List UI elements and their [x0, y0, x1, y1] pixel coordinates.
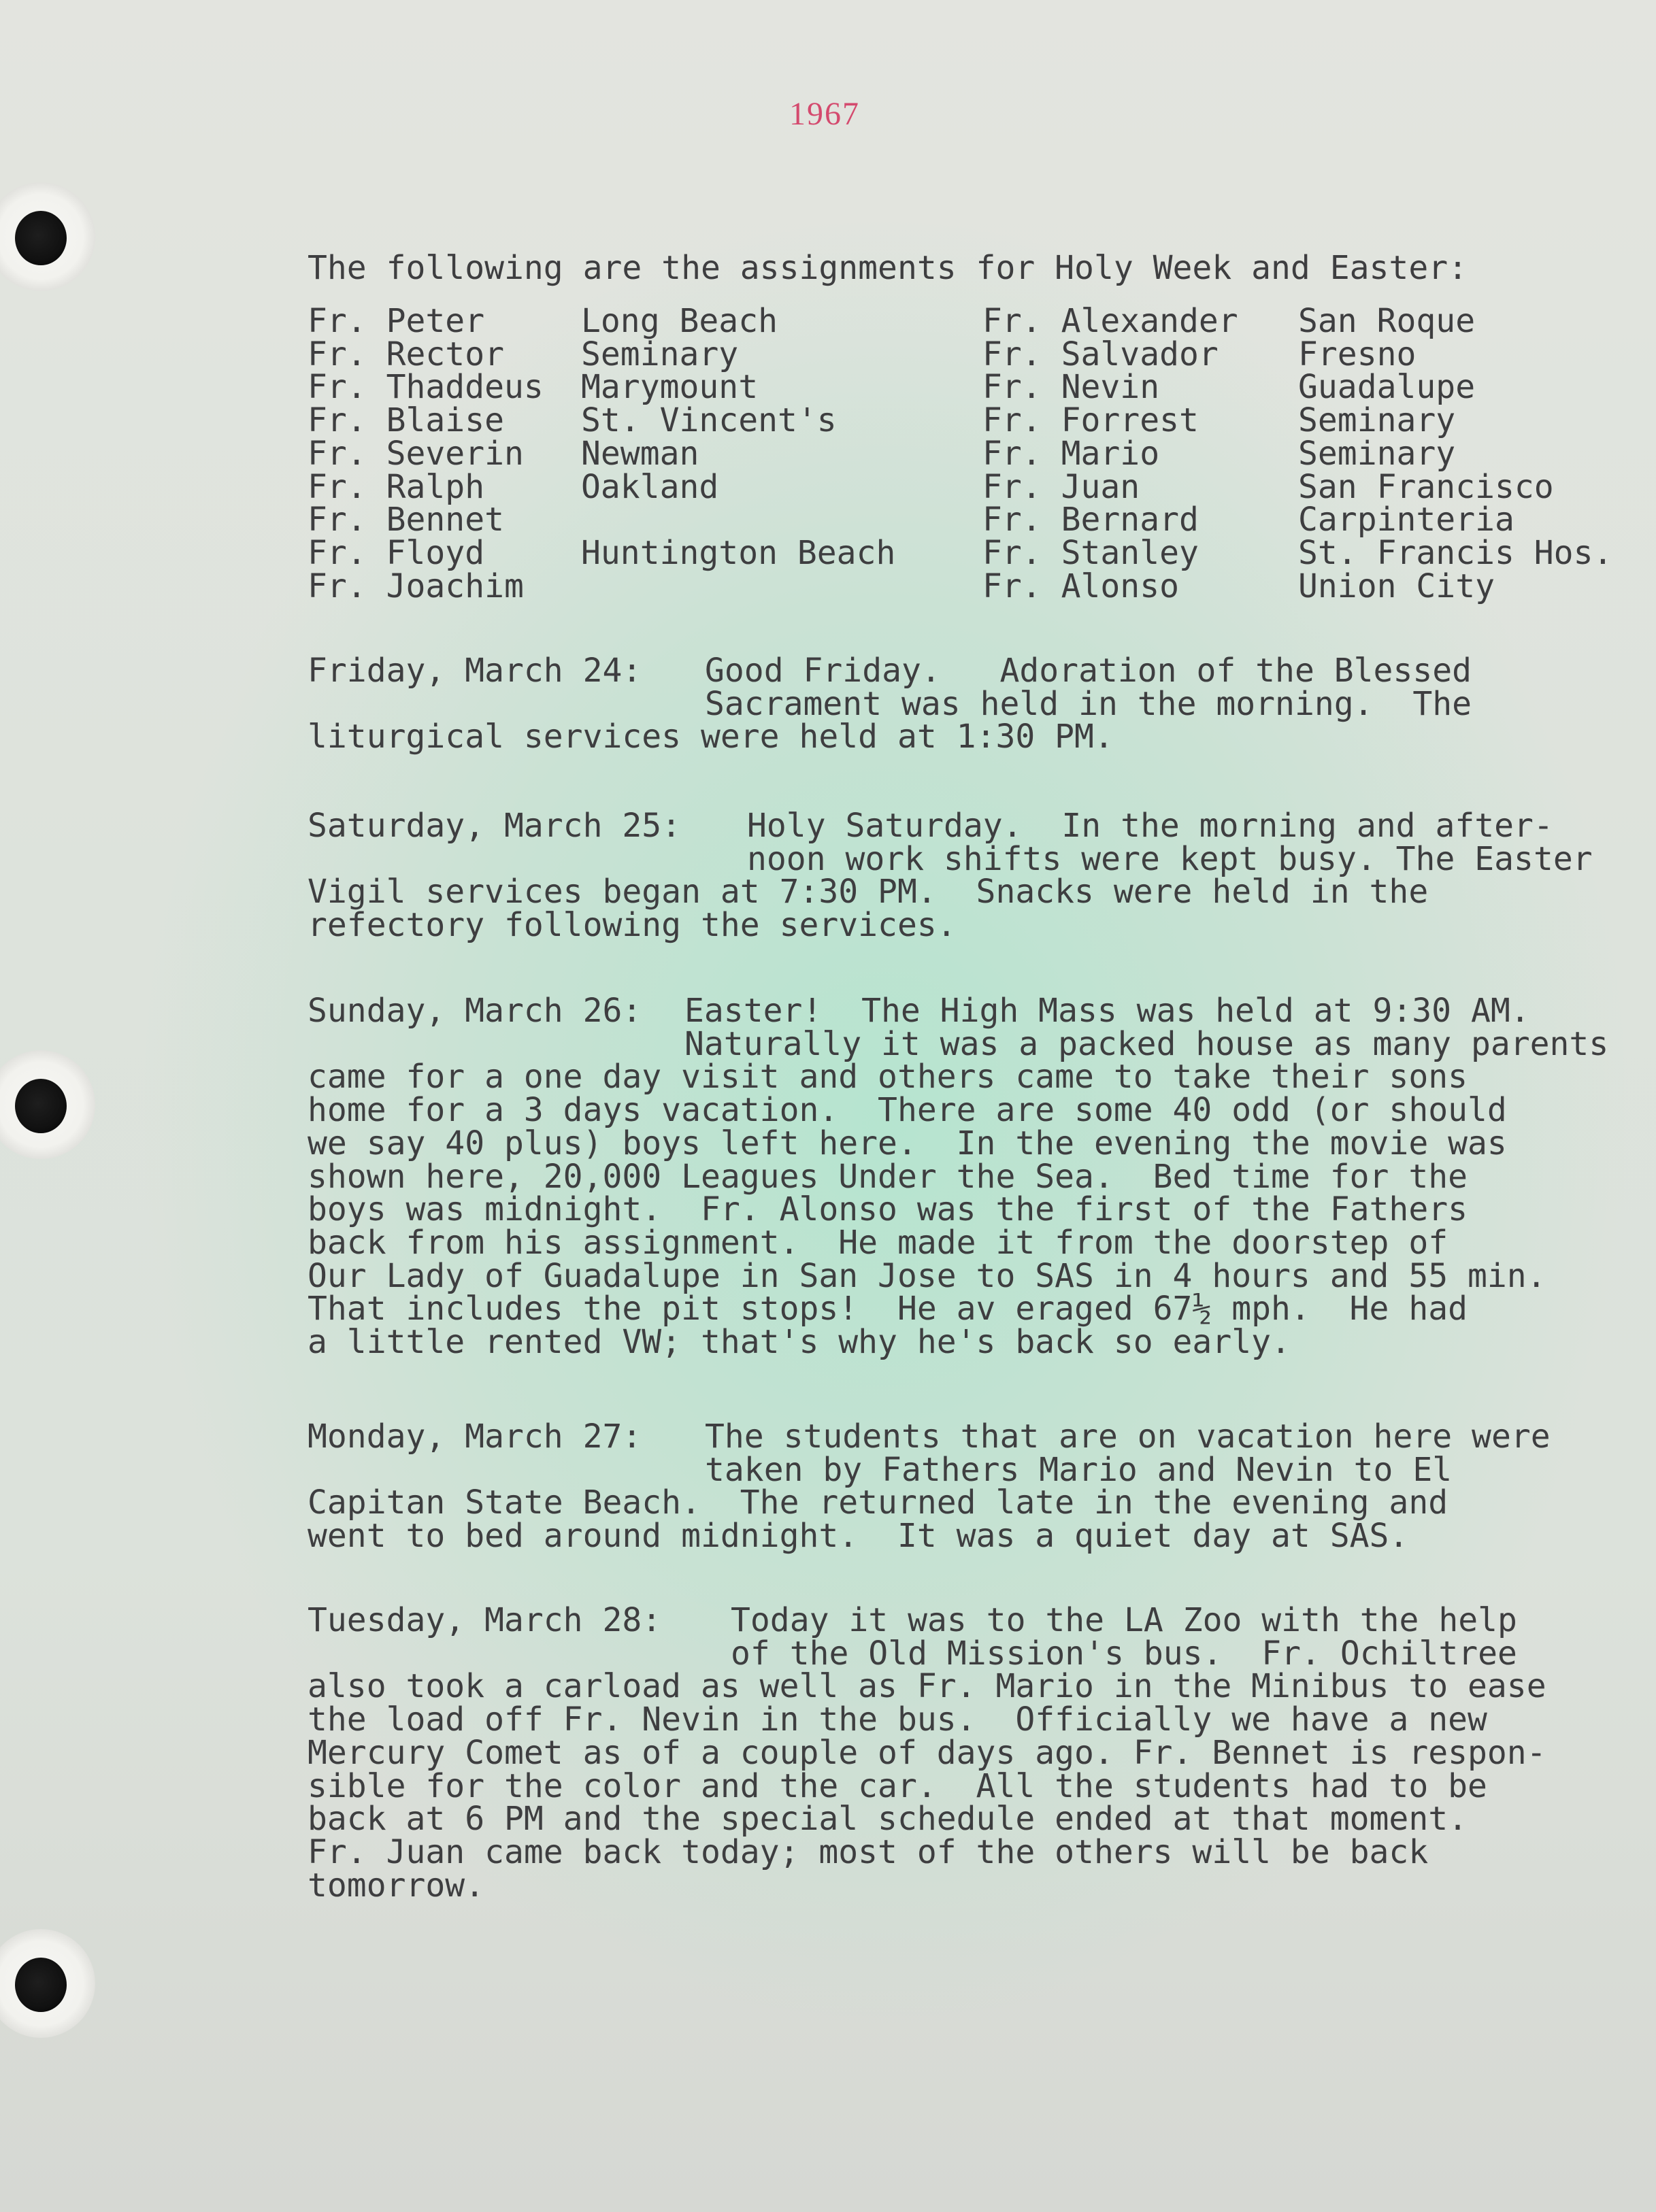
entry-line: tomorrow.	[308, 1866, 485, 1905]
entry-line: noon work shifts were kept busy. The Easter	[747, 839, 1593, 878]
entry-line: liturgical services were held at 1:30 PM.	[308, 718, 1114, 756]
assignment-place: Guadalupe	[1298, 368, 1476, 407]
entry-line: went to bed around midnight. It was a quiet day at SAS.	[308, 1517, 1409, 1556]
assignment-place: Seminary	[581, 335, 739, 373]
diary-entry-monday	[308, 1418, 1551, 1556]
assignments-right-places	[1298, 302, 1613, 605]
entry-date: Saturday, March 25:	[308, 807, 682, 845]
assignments-right-names	[982, 302, 1238, 605]
diary-entry-sunday	[308, 992, 1609, 1362]
entry-line: sible for the color and the car. All the students had to be	[308, 1766, 1487, 1805]
assignment-place	[581, 503, 895, 537]
priest-name: Fr. Thaddeus	[308, 368, 544, 407]
entry-line: the load off Fr. Nevin in the bus. Officially we have a new	[308, 1700, 1487, 1739]
diary-entry-saturday	[308, 807, 1593, 945]
priest-name: Fr. Alonso	[982, 567, 1179, 605]
entry-line: shown here, 20,000 Leagues Under the Sea. Bed time for the	[308, 1157, 1468, 1196]
entry-line: we say 40 plus) boys left here. In the evening the movie was	[308, 1124, 1507, 1162]
entry-line: Sacrament was held in the morning. The	[705, 684, 1472, 723]
entry-line: Vigil services began at 7:30 PM. Snacks were held in the	[308, 873, 1429, 911]
entry-line: came for a one day visit and others came to take their sons	[308, 1058, 1468, 1096]
priest-name: Fr. Mario	[982, 434, 1160, 473]
entry-line: Our Lady of Guadalupe in San Jose to SAS in 4 hours and 55 min.	[308, 1256, 1546, 1295]
entry-line: a little rented VW; that's why he's back so early.	[308, 1323, 1291, 1362]
assignments-left-names	[308, 302, 544, 605]
priest-name: Fr. Bennet	[308, 501, 504, 539]
diary-entry-tuesday	[308, 1601, 1546, 1905]
entry-date: Friday, March 24:	[308, 652, 642, 690]
entry-line: That includes the pit stops! He av eraged 67½ mph. He had	[308, 1290, 1468, 1328]
priest-name: Fr. Bernard	[982, 501, 1199, 539]
assignment-place: San Roque	[1298, 302, 1476, 340]
priest-name: Fr. Juan	[982, 467, 1140, 506]
priest-name: Fr. Ralph	[308, 467, 485, 506]
entry-line: Fr. Juan came back today; most of the others will be back	[308, 1832, 1429, 1871]
priest-name: Fr. Nevin	[982, 368, 1160, 407]
diary-entry-friday	[308, 654, 1472, 754]
assignments-left-places	[581, 302, 896, 603]
entry-line: taken by Fathers Mario and Nevin to El	[705, 1450, 1453, 1489]
priest-name: Fr. Rector	[308, 335, 504, 373]
entry-date: Monday, March 27:	[308, 1418, 642, 1456]
entry-line: Holy Saturday. In the morning and after-	[747, 807, 1553, 845]
assignment-place: Huntington Beach	[581, 533, 896, 572]
assignment-place: Seminary	[1298, 401, 1456, 440]
assignment-place: St. Vincent's	[581, 401, 837, 440]
assignment-place	[581, 570, 895, 603]
binder-hole-bottom	[0, 1929, 95, 2038]
entry-date: Tuesday, March 28:	[308, 1601, 662, 1639]
priest-name: Fr. Floyd	[308, 533, 485, 572]
priest-name: Fr. Stanley	[982, 533, 1199, 572]
binder-hole-top	[0, 182, 95, 291]
priest-name: Fr. Forrest	[982, 401, 1199, 440]
entry-line: Today it was to the LA Zoo with the help	[731, 1601, 1517, 1639]
entry-line: of the Old Mission's bus. Fr. Ochiltree	[731, 1634, 1517, 1673]
entry-line: Capitan State Beach. The returned late in the evening and	[308, 1484, 1448, 1522]
priest-name: Fr. Joachim	[308, 567, 524, 605]
entry-line: Naturally it was a packed house as many parents	[684, 1024, 1609, 1063]
page-year-heading: 1967	[789, 96, 860, 132]
entry-line: home for a 3 days vacation. There are some 40 odd (or should	[308, 1091, 1507, 1130]
entry-line: back at 6 PM and the special schedule ended at that moment.	[308, 1800, 1468, 1839]
assignment-place: Union City	[1298, 567, 1495, 605]
entry-line: boys was midnight. Fr. Alonso was the first of the Fathers	[308, 1190, 1468, 1229]
assignment-place: St. Francis Hos.	[1298, 533, 1613, 572]
entry-line: The students that are on vacation here were	[705, 1418, 1551, 1456]
assignment-place: Long Beach	[581, 302, 778, 340]
priest-name: Fr. Peter	[308, 302, 485, 340]
entry-line: back from his assignment. He made it from the doorstep of	[308, 1223, 1448, 1262]
assignments-intro: The following are the assignments for Holy Week and Easter:	[308, 249, 1468, 287]
priest-name: Fr. Severin	[308, 434, 524, 473]
entry-line: Easter! The High Mass was held at 9:30 AM.	[684, 992, 1530, 1030]
priest-name: Fr. Salvador	[982, 335, 1219, 373]
assignment-place: San Francisco	[1298, 467, 1554, 506]
binder-hole-middle	[0, 1050, 95, 1159]
priest-name: Fr. Alexander	[982, 302, 1238, 340]
assignment-place: Carpinteria	[1298, 501, 1514, 539]
entry-line: also took a carload as well as Fr. Mario in the Minibus to ease	[308, 1667, 1546, 1706]
entry-line: Good Friday. Adoration of the Blessed	[705, 652, 1472, 690]
priest-name: Fr. Blaise	[308, 401, 504, 440]
entry-line: refectory following the services.	[308, 906, 957, 945]
assignment-place: Fresno	[1298, 335, 1417, 373]
entry-line: Mercury Comet as of a couple of days ago. Fr. Bennet is respon-	[308, 1733, 1546, 1772]
entry-date: Sunday, March 26:	[308, 992, 642, 1030]
assignment-place: Oakland	[581, 467, 719, 506]
assignment-place: Seminary	[1298, 434, 1456, 473]
assignment-place: Newman	[581, 434, 699, 473]
assignment-place: Marymount	[581, 368, 759, 407]
